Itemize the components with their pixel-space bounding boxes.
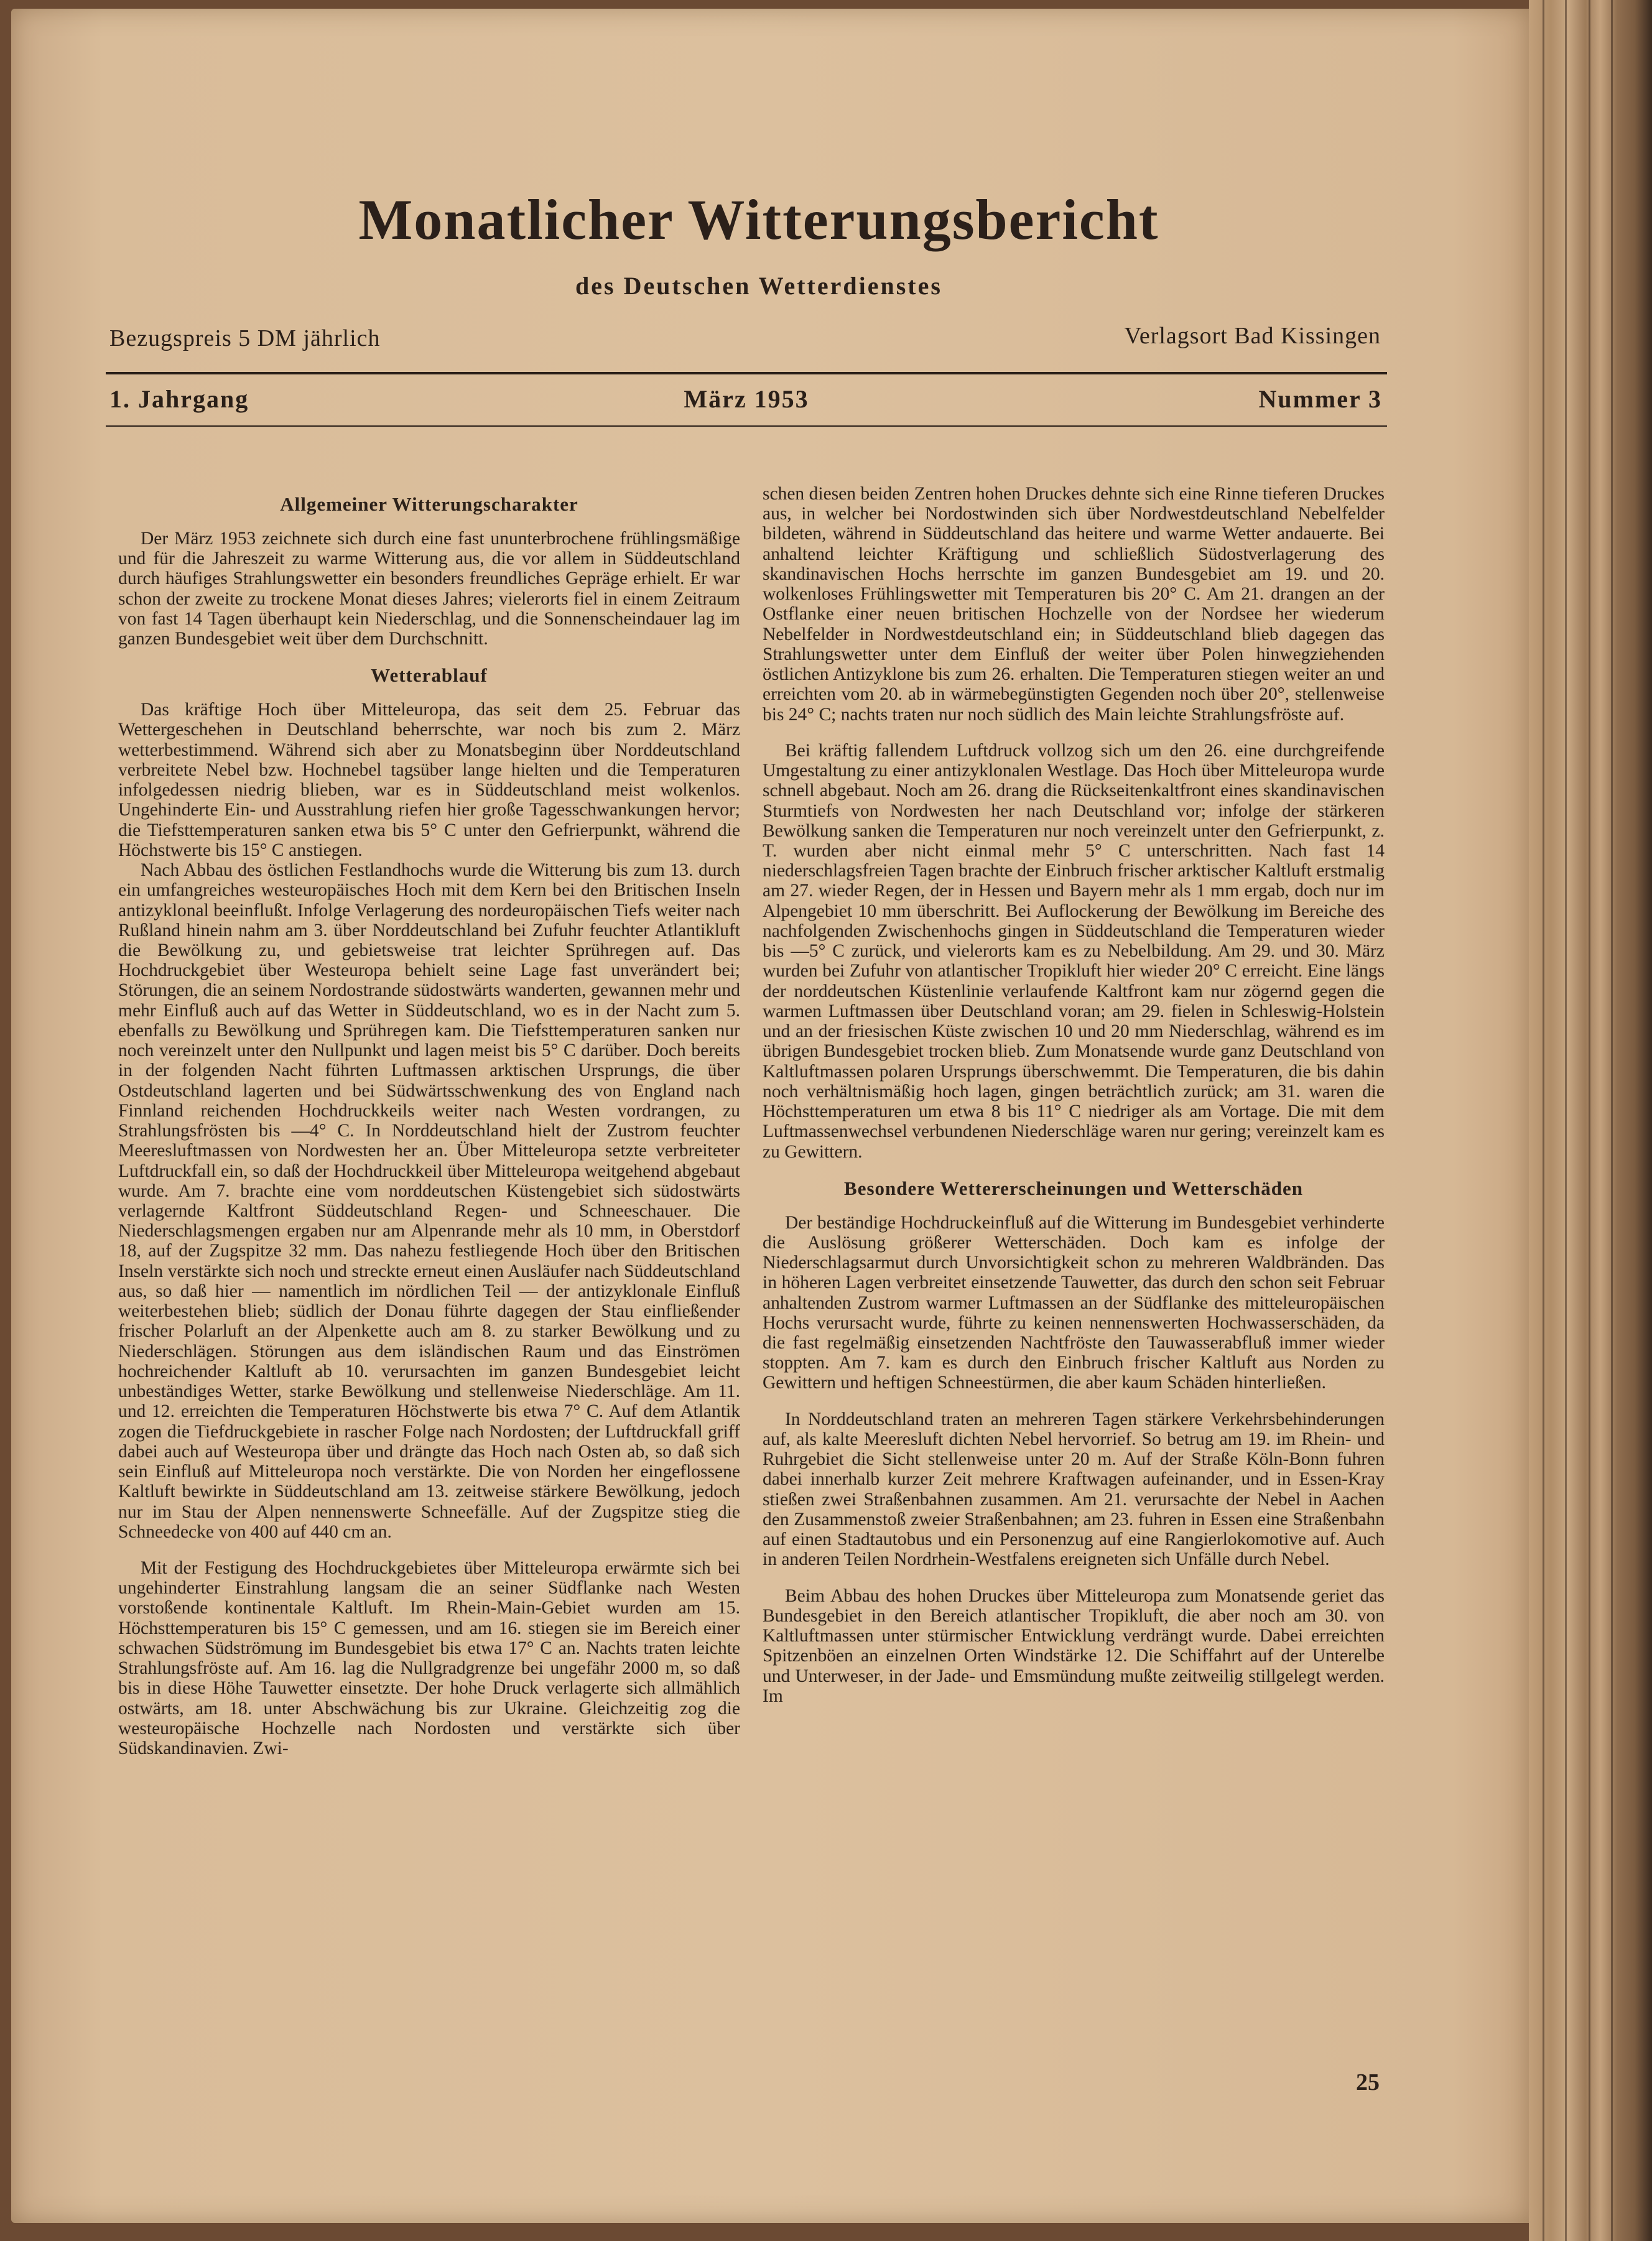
section-heading-special-events: Besondere Wettererscheinungen und Wetterschäden	[844, 1177, 1303, 1199]
paragraph: Das kräftige Hoch über Mitteleuropa, das seit dem 25. Februar das Wettergeschehen in Deutschland beherrschte, war noch bis zum 2. März wetterbestimmend. Während sich aber zu Monatsbeginn über Norddeutschland verbreitete Nebel bzw. Hochnebel tagsüber lange hielten und die Temperaturen infolgedessen niedrig blieben, war es in Süddeutschland meist wolkenlos. Ungehinderte Ein- und Ausstrahlung riefen hier große Tagesschwankungen hervor; die Tiefsttemperaturen sanken etwa bis 5° C unter den Gefrierpunkt, während die Höchstwerte bis 15° C anstiegen.	[118, 700, 740, 860]
page-subtitle: des Deutschen Wetterdienstes	[575, 272, 942, 300]
left-column	[118, 485, 740, 1775]
subscription-price: Bezugspreis 5 DM jährlich	[109, 325, 381, 351]
issue-date: März 1953	[684, 385, 809, 413]
paragraph: Der März 1953 zeichnete sich durch eine fast ununterbrochene frühlingsmäßige und für die Jahreszeit zu warme Witterung aus, die vor allem in Süddeutschland durch häufiges Strahlungswetter ein besonders freundliches Gepräge erhielt. Er war schon der zweite zu trockene Monat dieses Jahres; vielerorts fiel in einem Zeitraum von fast 14 Tagen überhaupt kein Niederschlag, und die Sonnenscheindauer lag im ganzen Bundesgebiet weit über dem Durchschnitt.	[118, 528, 740, 649]
paragraph: In Norddeutschland traten an mehreren Tagen stärkere Verkehrsbehinderungen auf, als kalte Meeresluft dichten Nebel hervorrief. So betrug am 19. im Rhein- und Ruhrgebiet die Sicht stellenweise unter 20 m. Auf der Straße Köln-Bonn fuhren dabei innerhalb kurzer Zeit mehrere Kraftwagen aufeinander, und in Essen-Kray stießen zwei Straßenbahnen zusammen. Am 21. verursachte der Nebel in Aachen den Zusammenstoß zweier Straßenbahnen; am 23. fuhren in Essen eine Straßenbahn auf einen Stadtautobus und ein Personenzug auf eine Rangierlokomotive auf. Auch in anderen Teilen Nordrhein-Westfalens ereigneten sich Unfälle durch Nebel.	[763, 1409, 1385, 1570]
paragraph: Nach Abbau des östlichen Festlandhochs wurde die Witterung bis zum 13. durch ein umfangreiches westeuropäisches Hoch mit dem Kern bei den Britischen Inseln antizyklonal beeinflußt. Infolge Verlagerung des nordeuropäischen Tiefs weiter nach Rußland hinein nahm am 3. über Norddeutschland bei Zufuhr feuchter Atlantikluft die Bewölkung zu, und gebietsweise trat leichter Sprühregen auf. Das Hochdruckgebiet über Westeuropa behielt seine Lage fast unverändert bei; Störungen, die an seinem Nordostrande südostwärts wanderten, gewannen mehr und mehr Einfluß auch auf das Wetter in Süddeutschland, wo es in der Nacht zum 5. ebenfalls zu Bewölkung und Sprühregen kam. Die Tiefsttemperaturen sanken nur noch vereinzelt unter den Nullpunkt und lagen meist bis 5° C darüber. Doch bereits in der folgenden Nacht führten Luftmassen arktischen Ursprungs, die über Ostdeutschland lagerten und bei Südwärtsschwenkung des von England nach Finnland reichenden Hochdruckkeils weiter nach Westen vordrangen, zu Strahlungsfrösten bis —4° C. In Norddeutschland hielt der Zustrom feuchter Meeresluftmassen von Nordwesten her an. Über Mitteleuropa setzte verbreiteter Luftdruckfall ein, so daß der Hochdruckkeil über Mitteleuropa weitgehend abgebaut wurde. Am 7. brachte eine vom norddeutschen Küstengebiet sich südostwärts verlagernde Kaltfront Süddeutschland Regen- und Schneeschauer. Die Niederschlagsmengen ergaben nur am Alpenrande mehr als 10 mm, in Oberstdorf 18, auf der Zugspitze 32 mm. Das nahezu festliegende Hoch über den Britischen Inseln verstärkte sich noch und streckte erneut einen Ausläufer nach Süddeutschland aus, so daß hier — namentlich im nördlichen Teil — der antizyklonale Einfluß weiterbestehen blieb; südlich der Donau führte dagegen der Stau einfließender frischer Polarluft an der Alpenkette auch am 8. zu starker Bewölkung und zu Niederschlägen. Störungen aus dem isländischen Raum und das Einströmen hochreichender Kaltluft ab 10. verursachten im ganzen Bundesgebiet leicht unbeständiges Wetter, starke Bewölkung und stellenweise Niederschläge. Am 11. und 12. erreichten die Temperaturen Höchstwerte bis etwa 7° C. Auf dem Atlantik zogen die Tiefdruckgebiete in rascher Folge nach Nordosten; der Luftdruckfall griff dabei auch auf Westeuropa über und drängte das Hoch nach Osten ab, so daß sich sein Einfluß auf Mitteleuropa noch verstärkte. Die von Norden her eingeflossene Kaltluft bewirkte in Süddeutschland am 13. zeitweise stärkere Bewölkung, jedoch nur im Stau der Alpen nennenswerte Schneefälle. Auf der Zugspitze stieg die Schneedecke von 400 auf 440 cm an.	[118, 860, 740, 1542]
issue-number: Nummer 3	[1258, 385, 1382, 413]
publisher-location: Verlagsort Bad Kissingen	[1124, 323, 1381, 349]
paragraph: Beim Abbau des hohen Druckes über Mitteleuropa zum Monatsende geriet das Bundesgebiet in den Bereich atlantischer Tropikluft, die aber noch am 30. von Kaltluftmassen unter stürmischer Entwicklung verdrängt wurde. Dabei erreichten Spitzenböen an einzelnen Orten Windstärke 12. Die Schiffahrt auf der Unterelbe und Unterweser, in der Jade- und Emsmündung mußte zeitweilig stillgelegt werden. Im	[763, 1585, 1385, 1706]
header-rule-bottom	[106, 425, 1387, 427]
issue-info-row	[106, 384, 1387, 419]
page-number: 25	[1356, 2069, 1380, 2095]
page-title: Monatlicher Witterungsbericht	[358, 188, 1159, 251]
paragraph: Der beständige Hochdruckeinfluß auf die Witterung im Bundesgebiet verhinderte die Auslösung größerer Wetterschäden. Doch kam es infolge der Niederschlagsarmut durch Unvorsichtigkeit schon zu mehreren Waldbränden. Das in höheren Lagen verbreitet einsetzende Tauwetter, das durch den schon seit Februar anhaltenden Zustrom warmer Luftmassen an der Südflanke des mitteleuropäischen Hochs verursacht wurde, führte zu keinen nennenswerten Hochwasserschäden, da die fast regelmäßig einsetzenden Nachtfröste den Tauwasserabfluß immer wieder stoppten. Am 7. kam es durch den Einbruch frischer Kaltluft aus Norden zu Gewittern und heftigen Schneestürmen, die aber kaum Schäden hinterließen.	[763, 1212, 1385, 1393]
issue-volume: 1. Jahrgang	[109, 385, 249, 413]
section-heading-weather-course: Wetterablauf	[371, 664, 488, 687]
section-heading-general: Allgemeiner Witterungscharakter	[280, 493, 578, 515]
right-column	[763, 484, 1385, 1722]
paragraph: Mit der Festigung des Hochdruckgebietes über Mitteleuropa erwärmte sich bei ungehinderter Einstrahlung langsam die an seiner Südflanke nach Westen vorstoßende kontinentale Kaltluft. Im Rhein-Main-Gebiet wurden am 15. Höchsttemperaturen bis 15° C gemessen, und am 16. stiegen sie im Bereich einer schwachen Südströmung im Bundesgebiet bis etwa 17° C an. Nachts traten leichte Strahlungsfröste auf. Am 16. lag die Nullgradgrenze bei ungefähr 2000 m, so daß bis in diese Höhe Tauwetter einsetzte. Der hohe Druck verlagerte sich allmählich ostwärts, am 18. unter Abschwächung bis zur Ukraine. Gleichzeitig zog die westeuropäische Hochzelle nach Nordosten und verstärkte sich über Südskandinavien. Zwi-	[118, 1558, 740, 1759]
paragraph: schen diesen beiden Zentren hohen Druckes dehnte sich eine Rinne tieferen Druckes aus, in welcher bei Nordostwinden sich über Nordwestdeutschland Nebelfelder bildeten, während in Süddeutschland das heitere und warme Wetter andauerte. Bei anhaltend leichter Kräftigung und schließlich Südostverlagerung des skandinavischen Hochs herrschte im ganzen Bundesgebiet am 19. und 20. wolkenloses Frühlingswetter mit Temperaturen bis 20° C. Am 21. drangen an der Ostflanke einer neuen britischen Hochzelle von der Nordsee her wiederum Nebelfelder in Nordwestdeutschland ein; in Süddeutschland blieb dagegen das Strahlungswetter unter dem Einfluß der weiter über Polen hinwegziehenden östlichen Antizyklone bis zum 26. erhalten. Die Temperaturen stiegen weiter an und erreichten vom 20. ab in wärmebegünstigten Gegenden noch über 20°, stellenweise bis 24° C; nachts traten nur noch südlich des Main leichte Strahlungsfröste auf.	[763, 484, 1385, 725]
header-rule-top	[106, 372, 1387, 374]
paragraph: Bei kräftig fallendem Luftdruck vollzog sich um den 26. eine durchgreifende Umgestaltung zu einer antizyklonalen Westlage. Das Hoch über Mitteleuropa wurde schnell abgebaut. Noch am 26. drang die Rückseitenkaltfront eines skandinavischen Sturmtiefs von Nordwesten her nach Deutschland vor; infolge der stärkeren Bewölkung sanken die Temperaturen nur noch vereinzelt unter den Gefrierpunkt, z. T. wurden aber nicht einmal mehr 5° C unterschritten. Nach fast 14 niederschlagsfreien Tagen brachte der Einbruch frischer arktischer Kaltluft erstmalig am 27. wieder Regen, der in Hessen und Bayern mehr als 1 mm ergab, doch nur im Alpengebiet 10 mm überschritt. Bei Auflockerung der Bewölkung im Bereiche des nachfolgenden Zwischenhochs gingen in Süddeutschland die Temperaturen wieder bis —5° C zurück, und vielerorts kam es zu Nebelbildung. Am 29. und 30. März wurden bei Zufuhr von atlantischer Tropikluft hier wieder 20° C erreicht. Eine längs der norddeutschen Küstenlinie verlaufende Kaltfront kam nur zögernd gegen die warmen Luftmassen über Deutschland voran; am 29. fielen in Schleswig-Holstein und an der friesischen Küste zwischen 10 und 20 mm Niederschlag, während es im übrigen Bundesgebiet trocken blieb. Zum Monatsende wurde ganz Deutschland von Kaltluftmassen polaren Ursprungs überschwemmt. Die Temperaturen, die bis dahin noch verhältnismäßig hoch lagen, gingen beträchtlich zurück; am 31. waren die Höchsttemperaturen um etwa 8 bis 11° C niedriger als am Vortage. Die mit dem Luftmassenwechsel verbundenen Niederschläge waren nur gering; vereinzelt kam es zu Gewittern.	[763, 740, 1385, 1162]
book-spine	[1529, 0, 1652, 2241]
